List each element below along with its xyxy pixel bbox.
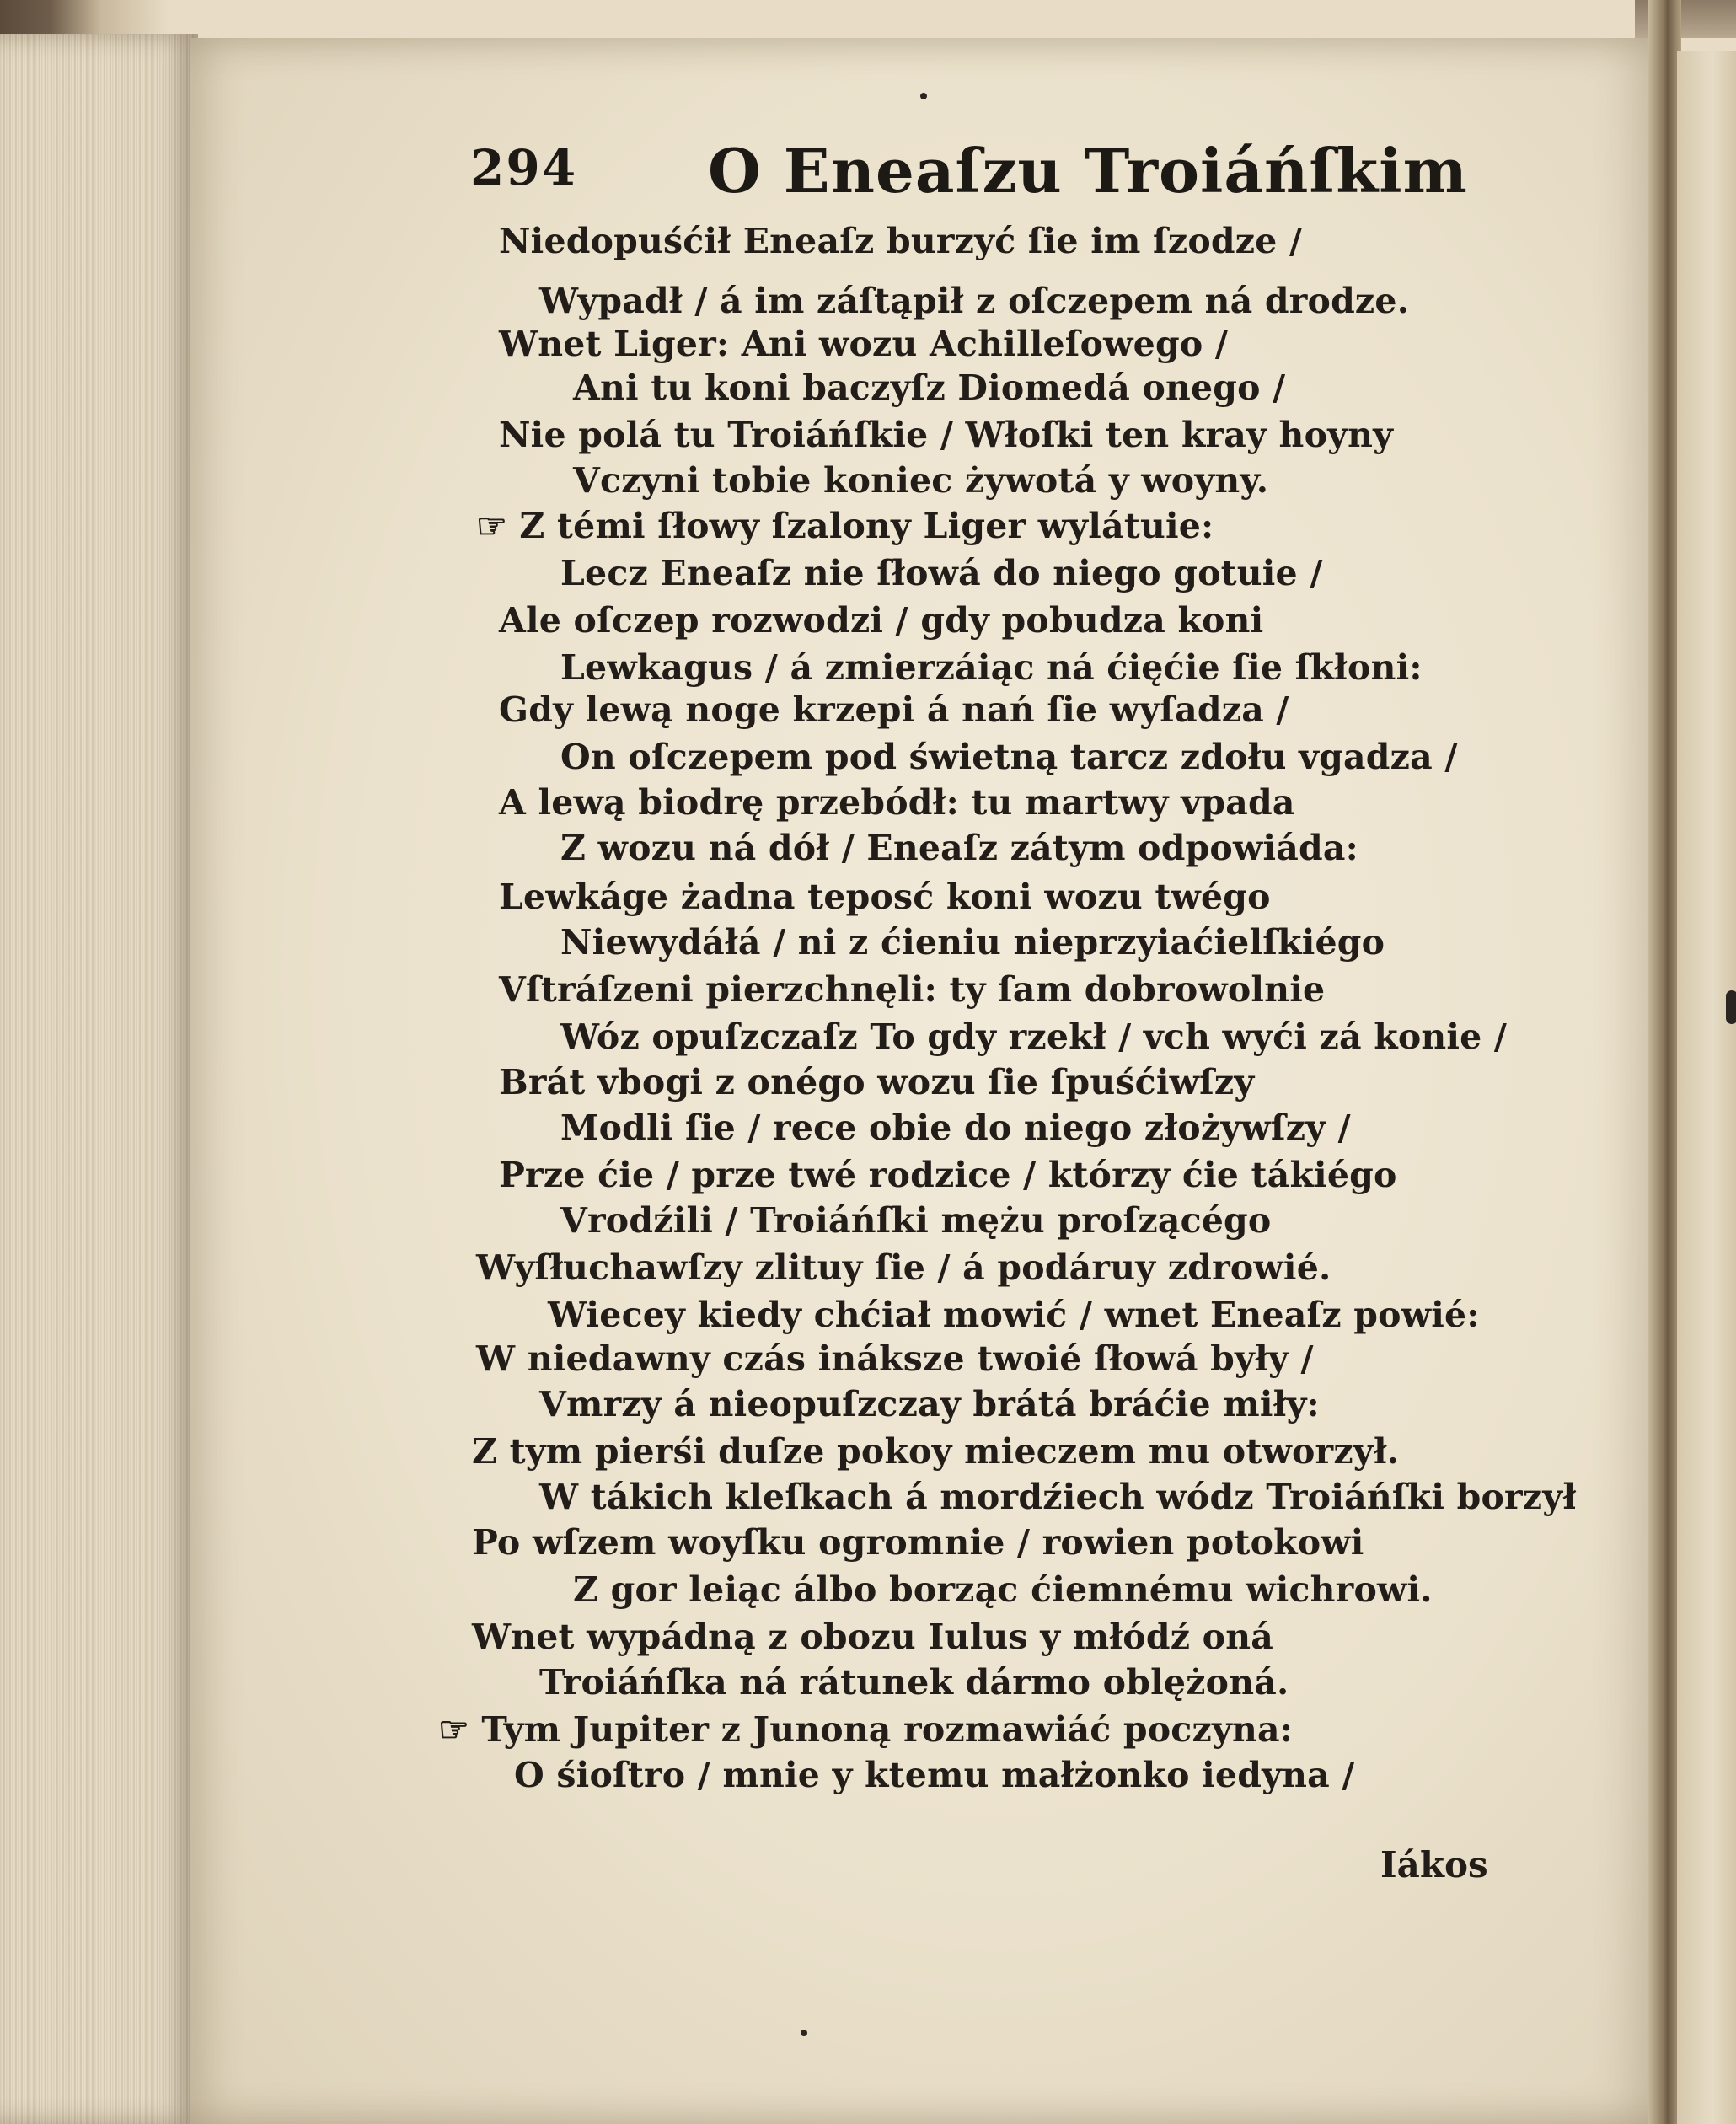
ink-dot-bottom	[801, 2030, 807, 2036]
verse-line: On oſczepem pod świetną tarcz zdołu vgadza /	[560, 737, 1458, 777]
verse-line: Niedopuśćił Eneaſz burzyć ſie im ſzodze /	[499, 221, 1303, 261]
verse-line: Lecz Eneaſz nie ſłowá do niego gotuie /	[560, 553, 1323, 593]
verse-line: Gdy lewą noge krzepi á nań ſie wyſadza /	[499, 689, 1289, 730]
facing-page-edge	[1677, 51, 1736, 2124]
facing-page-mark	[1726, 990, 1736, 1024]
verse-line: Vſtráſzeni pierzchnęli: ty ſam dobrowolnie	[499, 969, 1326, 1010]
verse-line: Vmrzy á nieopuſzczay brátá bráćie miły:	[539, 1384, 1320, 1424]
ink-dot-top	[920, 93, 927, 99]
verse-line: Ale oſczep rozwodzi / gdy pobudza koni	[499, 600, 1264, 641]
verse-line: Z gor leiąc álbo borząc ćiemnému wichrowi.	[573, 1569, 1433, 1610]
verse-line: A lewą biodrę przebódł: tu martwy vpada	[499, 782, 1295, 823]
verse-line: Wyſłuchawſzy zlituy ſie / á podáruy zdrowié.	[476, 1247, 1331, 1288]
verse-line: Lewkáge żadna teposć koni wozu twégo	[499, 877, 1271, 917]
verse-line: Z tym pierśi duſze pokoy mieczem mu otworzył.	[472, 1431, 1400, 1472]
page-fore-edges	[0, 34, 198, 2124]
catchword: Iákos	[1380, 1844, 1488, 1885]
verse-line: Vczyni tobie koniec żywotá y woyny.	[573, 460, 1269, 501]
verse-line: Wypadł / á im záſtąpił z oſczepem ná drodze.	[539, 281, 1410, 321]
verse-line: Nie polá tu Troiáńſkie / Włoſki ten kray hoyny	[499, 415, 1394, 455]
page-gutter	[1648, 0, 1681, 2124]
verse-line: Niewydáłá / ni z ćieniu nieprzyiaćielſkiégo	[560, 922, 1385, 963]
verse-line: O śioſtro / mnie y ktemu małżonko iedyna /	[514, 1755, 1355, 1795]
verse-line: W niedawny czás ináksze twoié ſłowá były /	[476, 1338, 1314, 1379]
verse-line: Po wſzem woyſku ogromnie / rowien potokowi	[472, 1522, 1364, 1563]
verse-line: Lewkagus / á zmierzáiąc ná ćięćie ſie ſkłoni:	[560, 647, 1423, 688]
verse-line: Modli ſie / rece obie do niego złożywſzy /	[560, 1108, 1351, 1148]
verse-line: ☞ Tym Jupiter z Junoną rozmawiáć poczyna:	[438, 1709, 1294, 1750]
verse-line: Wóz opuſzczaſz To gdy rzekł / vch wyći zá konie /	[560, 1016, 1508, 1057]
verse-line: Wnet Liger: Ani wozu Achilleſowego /	[499, 324, 1229, 364]
verse-line: Wiecey kiedy chćiał mowić / wnet Eneaſz powié:	[548, 1295, 1480, 1335]
verse-line: Wnet wypádną z obozu Iulus y młódź oná	[472, 1617, 1273, 1657]
running-title: O Eneaſzu Troiáńſkim	[708, 135, 1468, 206]
verse-line: Z wozu ná dół / Eneaſz zátym odpowiáda:	[560, 828, 1358, 868]
page-number: 294	[470, 139, 578, 196]
verse-line: Brát vbogi z onégo wozu ſie ſpuśćiwſzy	[499, 1062, 1255, 1102]
verse-line: Vrodźili / Troiáńſki mężu proſzącégo	[560, 1200, 1272, 1241]
verse-line: Prze ćie / prze twé rodzice / którzy ćie tákiégo	[499, 1155, 1397, 1195]
verse-line: Ani tu koni baczyſz Diomedá onego /	[573, 367, 1286, 408]
verse-line: Troiáńſka ná rátunek dármo oblężoná.	[539, 1662, 1289, 1703]
verse-line: ☞ Z témi ſłowy ſzalony Liger wylátuie:	[476, 506, 1214, 546]
verse-line: W tákich kleſkach á mordźiech wódz Troiáńſki borzył	[539, 1477, 1577, 1517]
